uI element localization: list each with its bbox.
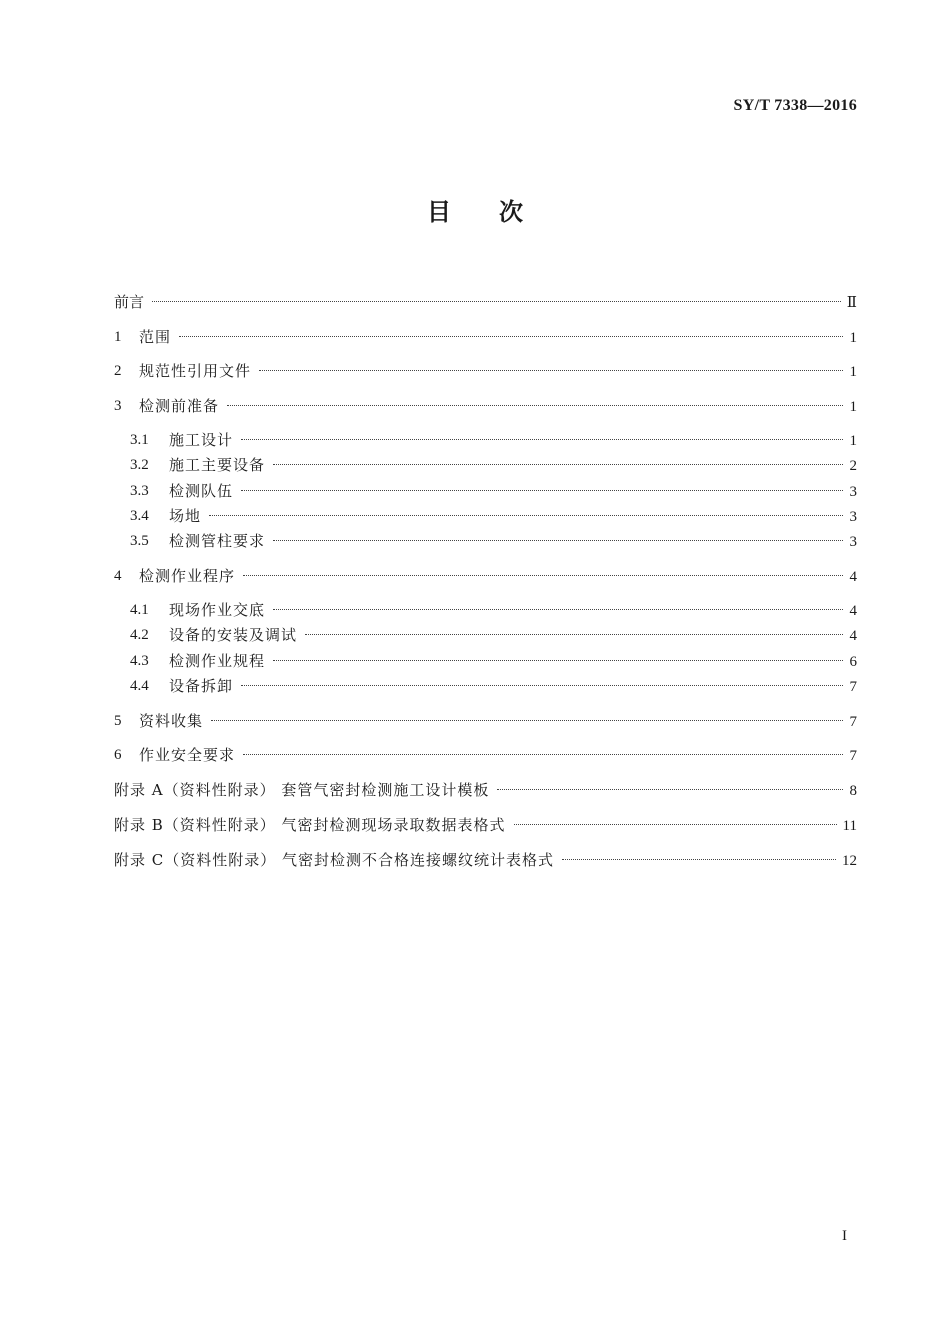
toc-entry-title: 检测队伍 [169,482,234,500]
toc-entry-number: 2 [114,363,122,379]
toc-entry-page: 3 [849,484,857,500]
standard-code: SY/T 7338—2016 [733,97,857,114]
toc-entry-number: 3.1 [130,432,149,448]
toc-entry-page: 6 [849,654,857,670]
toc-entry-3-5[interactable] [0,530,950,552]
toc-entry-page: 1 [849,330,857,346]
toc-entry-title: 附录 A（资料性附录） 套管气密封检测施工设计模板 [114,781,490,799]
toc-entry-number: 5 [114,713,122,729]
toc-entry-4-3[interactable] [0,650,950,672]
toc-entry-page: 3 [849,509,857,525]
toc-entry-page: 3 [849,534,857,550]
toc-entry-title: 检测前准备 [139,397,220,415]
toc-entry-number: 4.4 [130,678,149,694]
dot-leader [259,370,843,371]
toc-entry-page: 2 [849,458,857,474]
toc-entry-page: 4 [849,569,857,585]
toc-entry-page: 4 [849,603,857,619]
toc-entry-3-2[interactable] [0,454,950,476]
toc-entry-4-2[interactable] [0,624,950,646]
dot-leader [514,824,837,825]
toc-entry-foreword[interactable] [0,291,950,313]
toc-entry-3-1[interactable] [0,429,950,451]
toc-entry-3-3[interactable] [0,480,950,502]
dot-leader [227,405,843,406]
toc-entry-appendix-c[interactable] [0,849,950,871]
toc-entry-page: 8 [849,783,857,799]
toc-entry-page: 4 [849,628,857,644]
toc-entry-5[interactable] [0,710,950,732]
toc-entry-title: 范围 [139,328,172,346]
dot-leader [273,660,843,661]
toc-entry-number: 3.4 [130,508,149,524]
toc-entry-2[interactable] [0,360,950,382]
toc-entry-number: 3.2 [130,457,149,473]
toc-entry-number: 3.5 [130,533,149,549]
toc-entry-number: 4 [114,568,122,584]
toc-entry-page: 1 [849,364,857,380]
toc-entry-number: 4.3 [130,653,149,669]
toc-entry-number: 3 [114,398,122,414]
dot-leader [241,439,843,440]
toc-entry-title: 检测作业程序 [139,567,236,585]
toc-title: 目次 [427,198,571,226]
toc-entry-title: 检测作业规程 [169,652,266,670]
toc-entry-4[interactable] [0,565,950,587]
toc-entry-title: 资料收集 [139,712,204,730]
toc-entry-title: 现场作业交底 [169,601,266,619]
dot-leader [241,490,843,491]
dot-leader [209,515,843,516]
toc-entry-page: 1 [849,433,857,449]
toc-entry-number: 3.3 [130,483,149,499]
toc-entry-title: 施工主要设备 [169,456,266,474]
dot-leader [179,336,843,337]
toc-entry-appendix-a[interactable] [0,779,950,801]
dot-leader [305,634,843,635]
toc-entry-number: 4.2 [130,627,149,643]
toc-entry-page: Ⅱ [846,295,857,311]
dot-leader [273,540,843,541]
toc-entry-4-4[interactable] [0,675,950,697]
toc-entry-number: 6 [114,747,122,763]
dot-leader [273,464,843,465]
toc-entry-page: 12 [842,853,857,869]
toc-entry-title: 附录 B（资料性附录） 气密封检测现场录取数据表格式 [114,816,506,834]
dot-leader [211,720,843,721]
toc-entry-title: 设备拆卸 [169,677,234,695]
toc-entry-6[interactable] [0,744,950,766]
toc-entry-appendix-b[interactable] [0,814,950,836]
toc-entry-title: 检测管柱要求 [169,532,266,550]
toc-entry-page: 7 [849,679,857,695]
toc-entry-number: 1 [114,329,122,345]
toc-entry-title: 作业安全要求 [139,746,236,764]
toc-entry-page: 11 [842,818,857,834]
toc-entry-title: 施工设计 [169,431,234,449]
toc-entry-title: 设备的安装及调试 [169,626,298,644]
toc-entry-title: 规范性引用文件 [139,362,252,380]
toc-entry-3[interactable] [0,395,950,417]
toc-entry-page: 7 [849,714,857,730]
toc-entry-page: 1 [849,399,857,415]
dot-leader [273,609,843,610]
toc-entry-1[interactable] [0,326,950,348]
toc-entry-title: 前言 [114,293,145,311]
toc-entry-title: 附录 C（资料性附录） 气密封检测不合格连接螺纹统计表格式 [114,851,555,869]
dot-leader [562,859,836,860]
toc-entry-4-1[interactable] [0,599,950,621]
toc-entry-title: 场地 [169,507,202,525]
dot-leader [152,301,841,302]
dot-leader [241,685,843,686]
toc-entry-page: 7 [849,748,857,764]
toc-entry-number: 4.1 [130,602,149,618]
dot-leader [497,789,843,790]
dot-leader [243,575,843,576]
page-number: I [842,1228,847,1244]
dot-leader [243,754,843,755]
toc-entry-3-4[interactable] [0,505,950,527]
